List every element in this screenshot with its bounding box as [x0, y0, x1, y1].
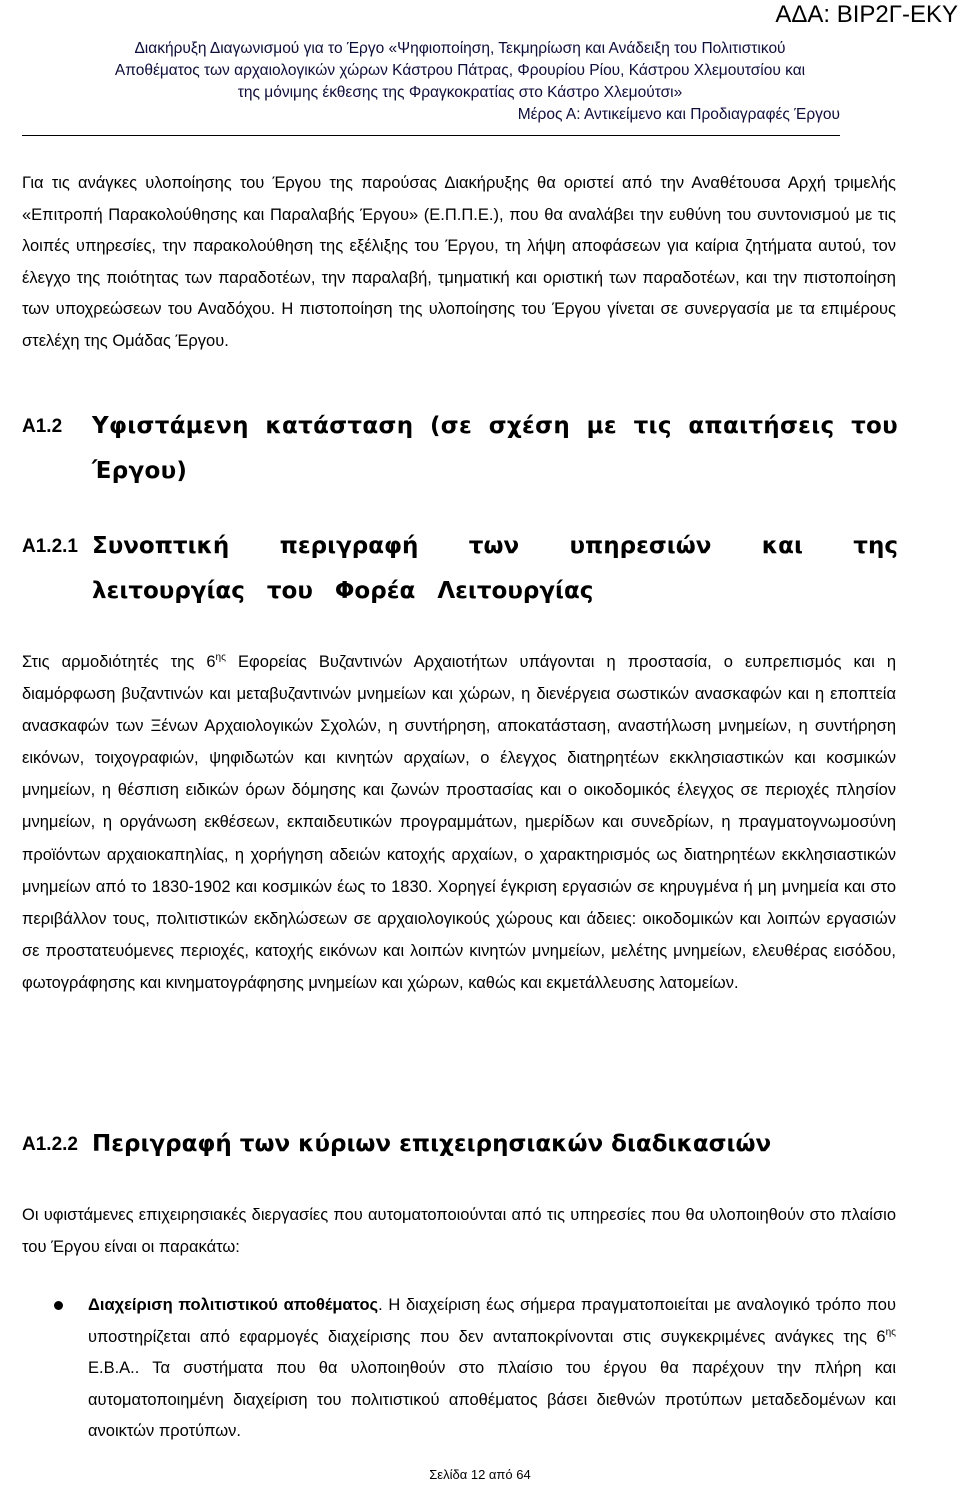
services-text-start: Στις αρμοδιότητές της 6: [22, 653, 216, 671]
page-number: Σελίδα 12 από 64: [429, 1467, 531, 1482]
list-item: [48, 1290, 896, 1448]
header-line: Διακήρυξη Διαγωνισμού για το Έργο «Ψηφιοποίηση, Τεκμηρίωση και Ανάδειξη του Πολιτιστικού: [134, 40, 786, 57]
section-title: Περιγραφή των κύριων επιχειρησιακών διαδικασιών: [92, 1131, 772, 1157]
bullet-icon: [54, 1301, 63, 1310]
processes-list: [48, 1290, 896, 1448]
section-number: Α1.2.1: [22, 536, 78, 557]
intro-paragraph: Για τις ανάγκες υλοποίησης του Έργου της παρούσας Διακήρυξης θα οριστεί από την Αναθέτουσα Αρχή τριμελής «Επιτροπή Παρακολούθησης και Παραλαβής Έργου» (Ε.Π.Π.Ε.), που θα αναλάβει την ευθύνη του συντονισμού με τις λοιπές υπηρεσίες, την παρακολούθηση της εξέλιξης του Έργου, τη λήψη αποφάσεων για καίρια ζητήματα αυτού, τον έλεγχο της ποιότητας των παραδοτέων, την παραλαβή, τμηματική και οριστική των παραδοτέων, και την πιστοποίηση των υποχρεώσεων του Αναδόχου. Η πιστοποίηση της υλοποίησης του Έργου γίνεται σε συνεργασία με τα επιμέρους στελέχη της Ομάδας Έργου.: [22, 174, 896, 350]
list-item-title: Διαχείριση πολιτιστικού αποθέματος: [88, 1296, 379, 1314]
section-title: Υφιστάμενη κατάσταση (σε σχέση με τις απαιτήσεις του Έργου): [92, 413, 898, 484]
ordinal-suffix: ης: [885, 1326, 896, 1338]
ordinal-suffix: ης: [215, 652, 226, 663]
header-line: Αποθέματος των αρχαιολογικών χώρων Κάστρου Πάτρας, Φρουρίου Ρίου, Κάστρου Χλεμουτσίου και: [114, 62, 806, 79]
document-code: ΑΔΑ: ΒΙΡ2Γ-ΕΚΥ: [775, 1, 958, 28]
services-text-rest: Εφορείας Βυζαντινών Αρχαιοτήτων υπάγονται η προστασία, ο ευπρεπισμός και η διαμόρφωση βυζαντινών και μεταβυζαντινών μνημείων και χώρων, η διενέργεια σωστικών ανασκαφών και η εποπτεία ανασκαφών των Ξένων Αρχαιολογικών Σχολών, η συντήρηση, αποκατάσταση, αναστήλωση μνημείων, η συντήρηση εικόνων, τοιχογραφιών, ψηφιδωτών και κινητών αρχαίων, ο έλεγχος διατηρητέων εκκλησιαστικών και κοσμικών μνημείων, η θέσπιση ειδικών όρων δόμησης και ζωνών προστασίας και ο οικοδομικός έλεγχος σε περιοχές πλησίον μνημείων, η οργάνωση εκθέσεων, εκπαιδευτικών προγραμμάτων, ημερίδων και συνεδρίων, η πραγματογνωμοσύνη προϊόντων αρχαιοκαπηλίας, η χορήγηση αδειών κατοχής αρχαίων, ο χαρακτηρισμός ως διατηρητέων εκκλησιαστικών μνημείων από το 1830-1902 και κοσμικών έως το 1830. Χορηγεί έγκριση εργασιών σε κηρυγμένα ή μη μνημεία και στο περιβάλλον τους, πολιτιστικών εκδηλώσεων σε αρχαιολογικούς χώρους και άδειες: οικοδομικών και λοιπών εργασιών σε προστατευόμενες περιοχές, κατοχής εικόνων και λοιπών κινητών μνημείων, μελέτης μνημείων, ελευθέρας εισόδου, φωτογράφησης και κινηματογράφησης μνημείων και χώρων, καθώς και εκμετάλλευσης λατομείων.: [22, 653, 896, 992]
list-item-text: . Η διαχείριση έως σήμερα πραγματοποιείται με αναλογικό τρόπο που υποστηρίζεται από εφαρμογές διαχείρισης που δεν ανταποκρίνονται στις συγκεκριμένες ανάγκες της 6: [88, 1296, 896, 1346]
section-heading-a1-2: [22, 404, 898, 494]
processes-intro-paragraph: Οι υφιστάμενες επιχειρησιακές διεργασίες που αυτοματοποιούνται από τις υπηρεσίες που θα υλοποιηθούν στο πλαίσιο του Έργου είναι οι παρακάτω:: [22, 1206, 896, 1256]
list-item-text-rest: Ε.Β.Α.. Τα συστήματα που θα υλοποιηθούν στο πλαίσιο του έργου θα παρέχουν την πλήρη και αυτοματοποιημένη διαχείριση του πολιτιστικού αποθέματος βάσει διεθνών προτύπων μεταδεδομένων και ανοικτών προτύπων.: [88, 1359, 896, 1440]
section-title: Συνοπτική περιγραφή των υπηρεσιών και της λειτουργίας του Φορέα Λειτουργίας: [92, 533, 898, 604]
section-heading-a1-2-1: [22, 524, 898, 614]
header-divider: [22, 135, 840, 136]
header-part-label: Μέρος Α: Αντικείμενο και Προδιαγραφές Έργου: [517, 106, 840, 123]
section-number: Α1.2.2: [22, 1134, 78, 1155]
section-heading-a1-2-2: [22, 1122, 898, 1167]
header-line: της μόνιμης έκθεσης της Φραγκοκρατίας στο Κάστρο Χλεμούτσι»: [237, 84, 683, 101]
page-header: [40, 38, 880, 126]
section-number: Α1.2: [22, 416, 63, 437]
services-paragraph: [22, 646, 896, 999]
